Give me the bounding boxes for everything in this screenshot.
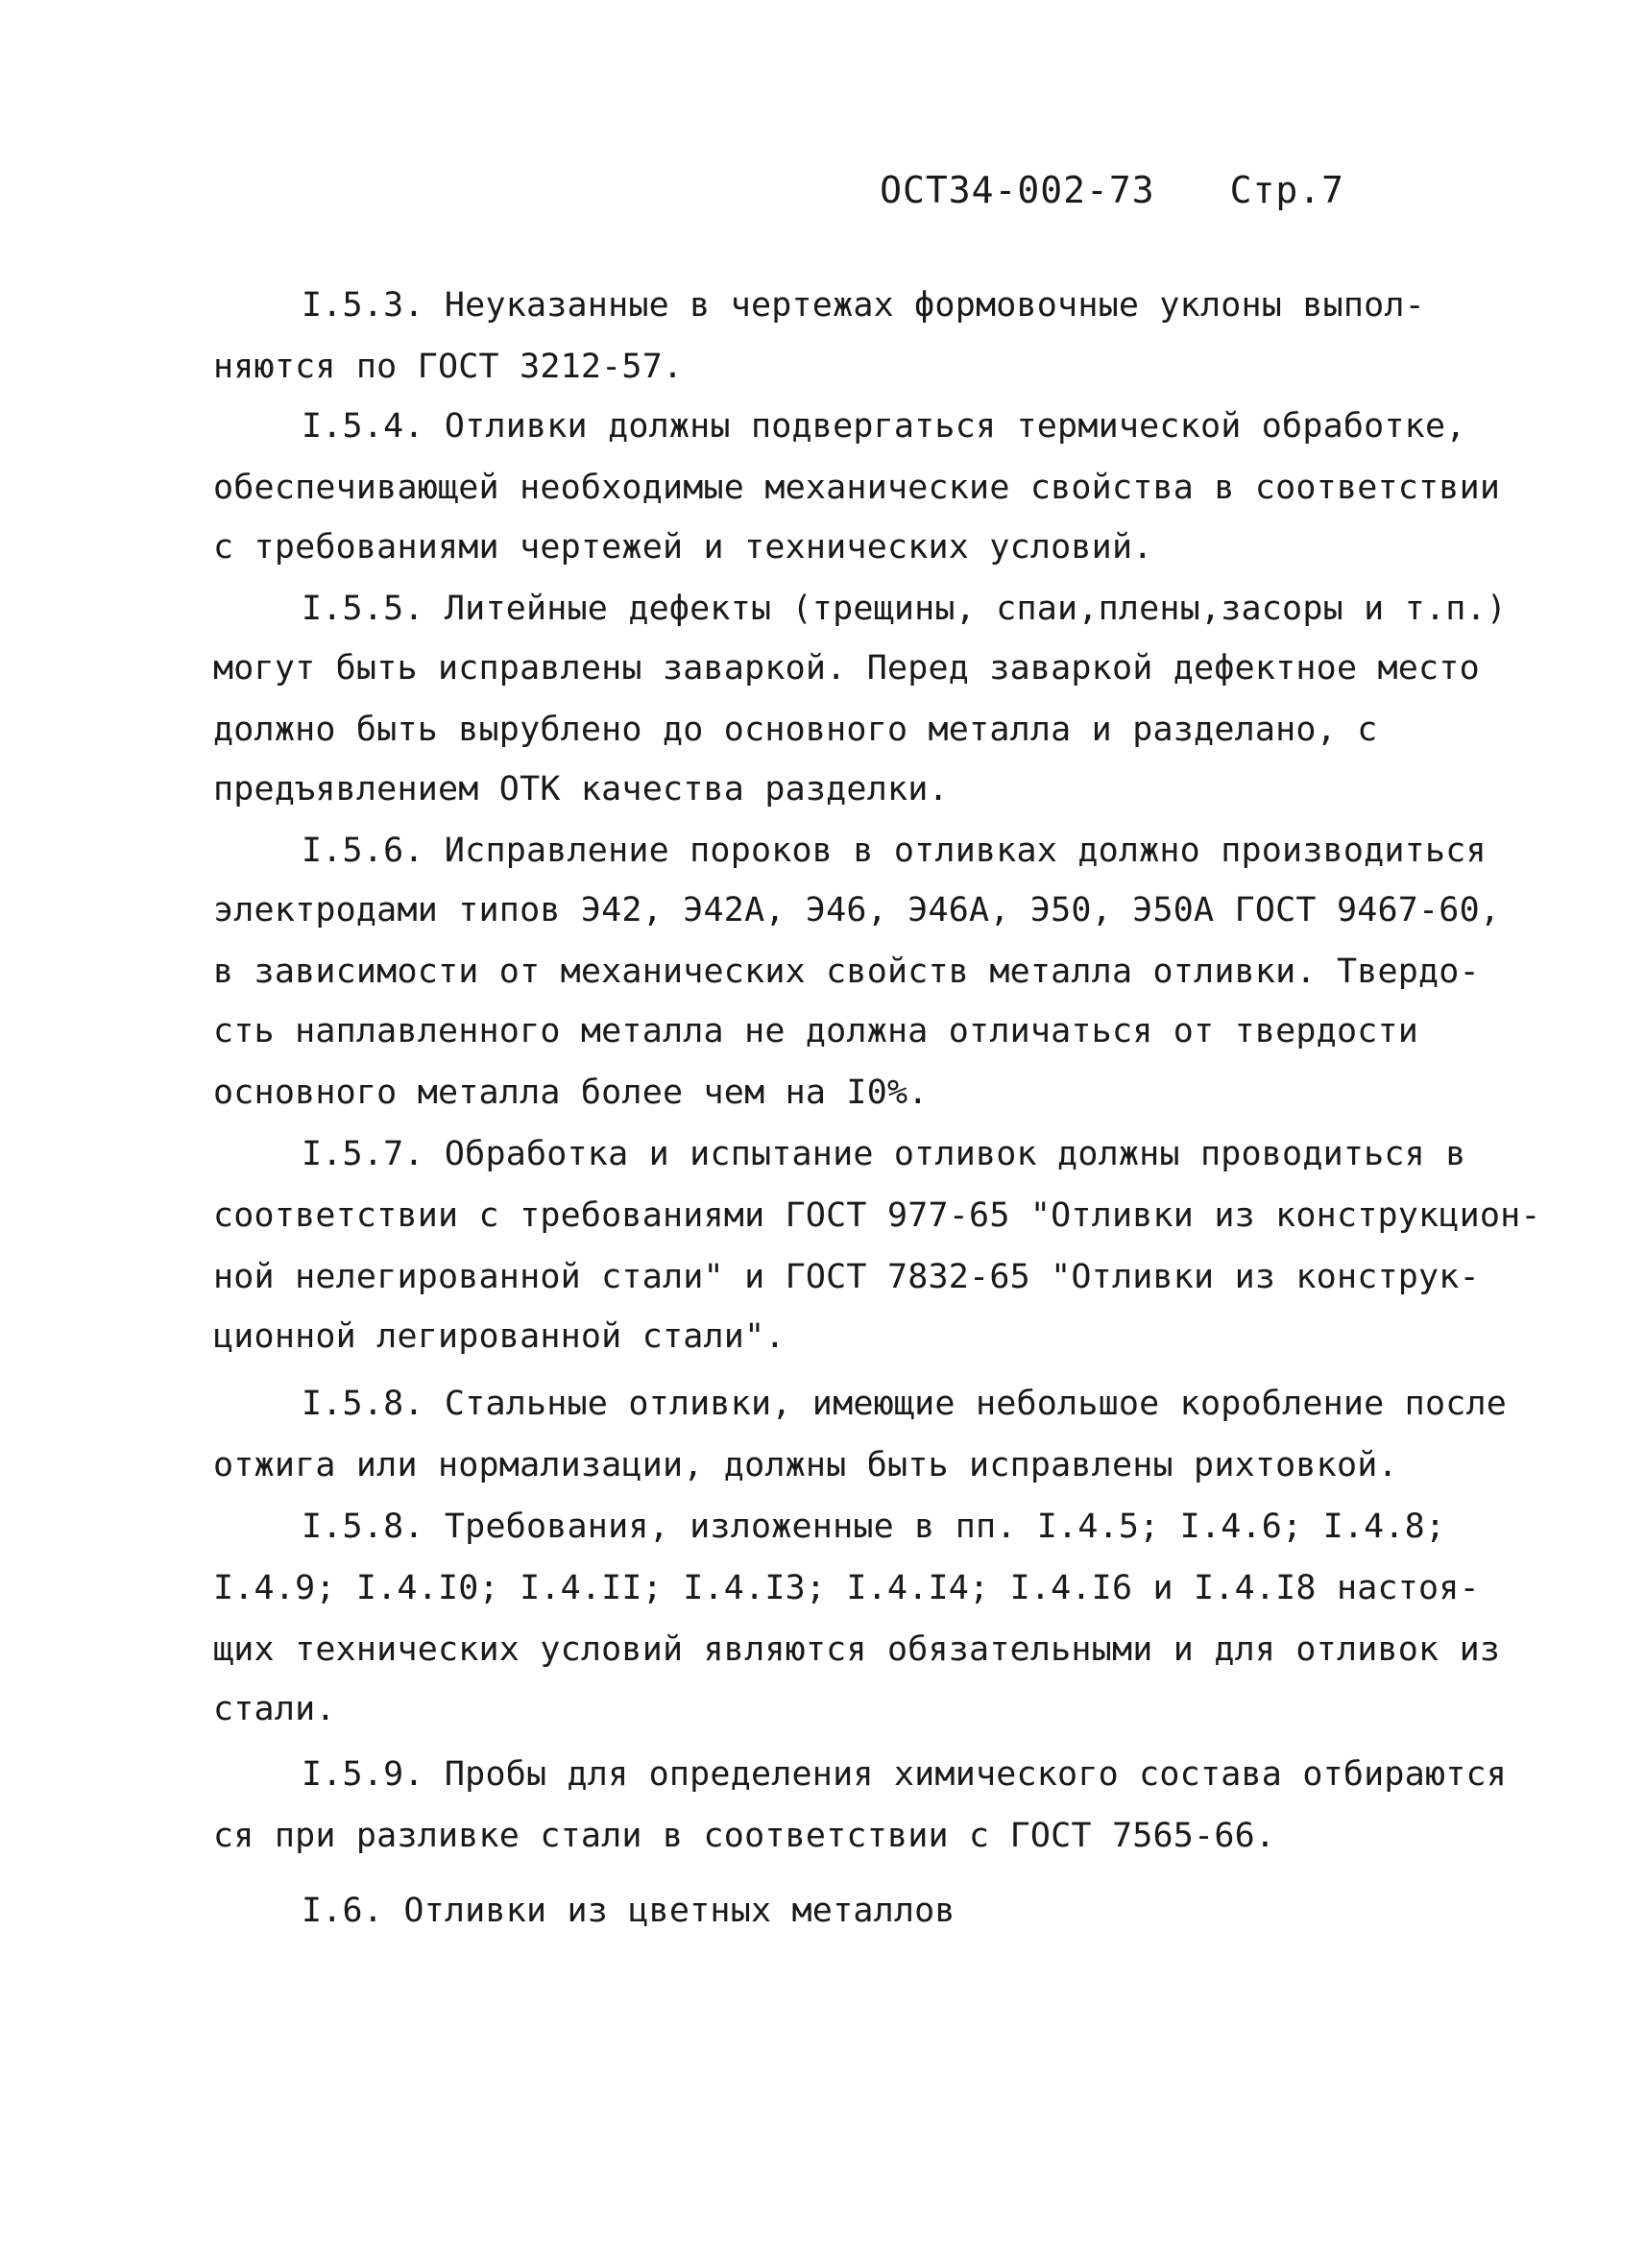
text-line: I.5.9. Пробы для определения химического состава отбираются xyxy=(302,1755,1508,1794)
section-heading: I.6. Отливки из цветных металлов xyxy=(302,1892,956,1930)
text-line: с требованиями чертежей и технических условий. xyxy=(213,528,1153,567)
text-line: I.5.6. Исправление пороков в отливках должно производиться xyxy=(302,832,1487,870)
text-line: стали. xyxy=(213,1690,336,1728)
text-line: предъявлением ОТК качества разделки. xyxy=(213,770,949,808)
document-code: ОСТ34-002-73 xyxy=(880,169,1155,211)
text-line: I.5.8. Требования, изложенные в пп. I.4.5; I.4.6; I.4.8; xyxy=(302,1508,1446,1546)
text-line: ной нелегированной стали" и ГОСТ 7832-65 "Отливки из конструк- xyxy=(213,1258,1480,1296)
text-line: I.4.9; I.4.I0; I.4.II; I.4.I3; I.4.I4; I.4.I6 и I.4.I8 настоя- xyxy=(213,1569,1480,1607)
text-line: должно быть вырублено до основного металла и разделано, с xyxy=(213,711,1378,749)
page-header xyxy=(880,169,1344,211)
text-line: щих технических условий являются обязательными и для отливок из xyxy=(213,1630,1501,1669)
text-line: основного металла более чем на I0%. xyxy=(213,1074,929,1112)
text-line: электродами типов Э42, Э42А, Э46, Э46А, Э50, Э50А ГОСТ 9467-60, xyxy=(213,891,1501,929)
text-line: няются по ГОСТ 3212-57. xyxy=(213,348,684,386)
text-line: в зависимости от механических свойств металла отливки. Твердо- xyxy=(213,953,1480,991)
text-line: I.5.5. Литейные дефекты (трещины, спаи,плены,засоры и т.п.) xyxy=(302,590,1508,628)
text-line: I.5.4. Отливки должны подвергаться термической обработке, xyxy=(302,407,1466,446)
text-line: ционной легированной стали". xyxy=(213,1317,786,1356)
text-line: сть наплавленного металла не должна отличаться от твердости xyxy=(213,1012,1419,1050)
text-line: отжига или нормализации, должны быть исправлены рихтовкой. xyxy=(213,1446,1398,1484)
text-line: I.5.7. Обработка и испытание отливок должны проводиться в xyxy=(302,1135,1466,1173)
text-line: обеспечивающей необходимые механические свойства в соответствии xyxy=(213,469,1501,507)
page-number: Стр.7 xyxy=(1229,169,1344,211)
text-line: ся при разливке стали в соответствии с ГОСТ 7565-66. xyxy=(213,1817,1276,1855)
text-line: могут быть исправлены заваркой. Перед заваркой дефектное место xyxy=(213,649,1480,688)
text-line: соответствии с требованиями ГОСТ 977-65 "Отливки из конструкцион- xyxy=(213,1196,1541,1235)
text-line: I.5.8. Стальные отливки, имеющие небольшое коробление после xyxy=(302,1385,1508,1423)
text-line: I.5.3. Неуказанные в чертежах формовочные уклоны выпол- xyxy=(302,286,1425,325)
